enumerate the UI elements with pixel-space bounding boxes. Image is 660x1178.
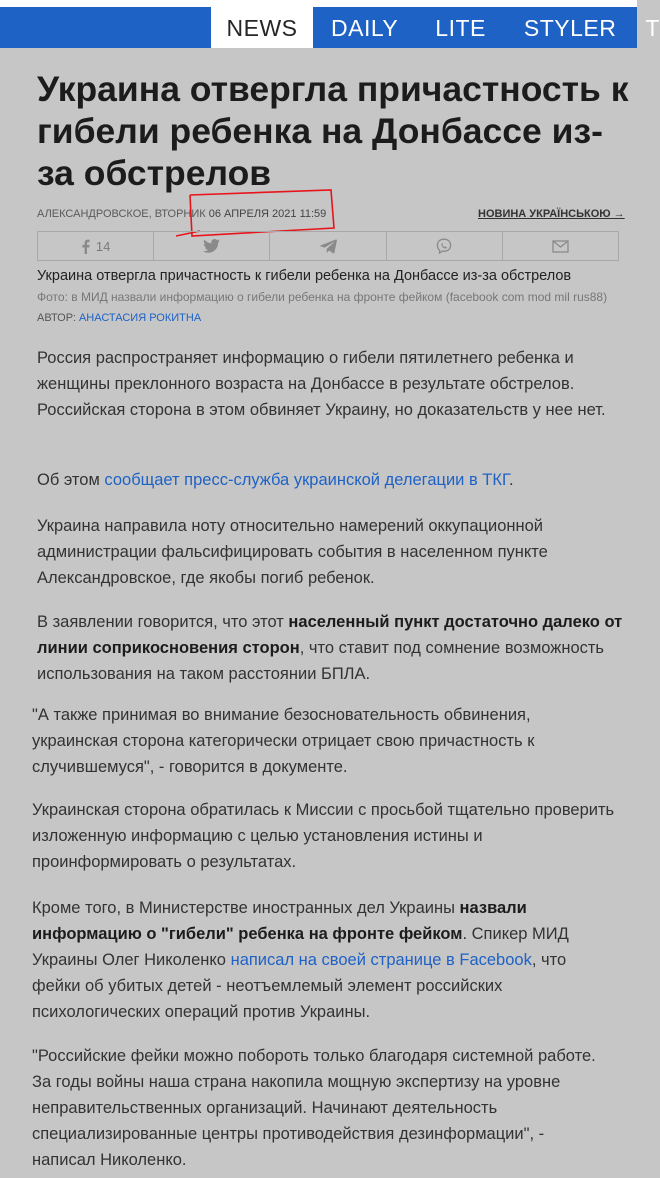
paragraph-7 bbox=[32, 895, 597, 1025]
tkg-press-link[interactable]: сообщает пресс-служба украинской делегации в ТКГ bbox=[104, 471, 509, 489]
facebook-share-count: 14 bbox=[95, 238, 111, 254]
facebook-icon bbox=[81, 239, 90, 254]
paragraph-4-end: , что ставит под сомнение возможность использования на таком расстоянии БПЛА. bbox=[37, 639, 605, 683]
paragraph-7-mid: . Спикер МИД Украины Олег Николенко bbox=[32, 925, 569, 969]
share-bar bbox=[37, 231, 619, 261]
tab-styler[interactable]: STYLER bbox=[523, 15, 617, 41]
photo-caption: Украина отвергла причастность к гибели ребенка на Донбассе из-за обстрелов bbox=[37, 268, 572, 284]
paragraph-3: Украина направила ноту относительно намерений оккупационной администрации фальсифицировать события в населенном пункте Александровское, где якобы погиб ребенок. bbox=[37, 517, 548, 587]
article-place: АЛЕКСАНДРОВСКОЕ, ВТОРНИК bbox=[37, 208, 206, 220]
tab-lite[interactable]: LITE bbox=[435, 15, 486, 41]
top-strip bbox=[0, 0, 637, 7]
author-name-link[interactable]: АНАСТАСИЯ РОКИТНА bbox=[78, 312, 202, 324]
author-label: АВТОР: bbox=[37, 312, 76, 324]
paragraph-2-text: Об этом bbox=[37, 471, 105, 489]
top-navigation-bar bbox=[0, 0, 660, 48]
article-author bbox=[37, 312, 201, 324]
paragraph-7-bold: назвали информацию о "гибели" ребенка на фронте фейком bbox=[32, 899, 527, 943]
share-viber-button[interactable] bbox=[386, 232, 502, 260]
article-meta bbox=[37, 208, 326, 220]
paragraph-5-quote: "А также принимая во внимание безосновательность обвинения, украинская сторона категорически отрицает свою причастность к случившемуся", - говорится в документе. bbox=[32, 706, 535, 776]
share-telegram-button[interactable] bbox=[269, 232, 385, 260]
share-twitter-button[interactable] bbox=[153, 232, 269, 260]
tab-news[interactable]: NEWS bbox=[211, 7, 313, 48]
paragraph-4-bold: населенный пункт достаточно далеко от линии соприкосновения сторон bbox=[37, 613, 623, 657]
paragraph-6: Украинская сторона обратилась к Миссии с просьбой тщательно проверить изложенную информацию с целью установления истины и проинформировать о результатах. bbox=[32, 801, 615, 871]
paragraph-1: Россия распространяет информацию о гибели пятилетнего ребенка и женщины преклонного возраста на Донбассе в результате обстрелов. Российская сторона в этом обвиняет Украину, но доказательств у нее нет. bbox=[37, 349, 606, 419]
photo-credit: Фото: в МИД назвали информацию о гибели ребенка на фронте фейком (facebook com mod mil rus88) bbox=[37, 290, 608, 304]
paragraph-8-quote: "Российские фейки можно побороть только благодаря системной работе. За годы войны наша страна накопила мощную экспертизу на уровне неправительственных организаций. Начинают деятельность специализированные центры противодействия дезинформации", - написал Николенко. bbox=[32, 1047, 596, 1169]
article-date: 06 АПРЕЛЯ 2021 11:59 bbox=[208, 208, 327, 220]
paragraph-7-end: , что фейки об убитых детей - неотъемлемый элемент российских психологических операций против Украины. bbox=[32, 951, 567, 1021]
paragraph-4-text: В заявлении говорится, что этот bbox=[37, 613, 289, 631]
email-icon bbox=[552, 239, 569, 253]
facebook-post-link[interactable]: написал на своей странице в Facebook bbox=[230, 951, 532, 969]
share-email-button[interactable] bbox=[502, 232, 618, 260]
ukrainian-version-link[interactable]: НОВИНА УКРАЇНСЬКОЮ → bbox=[478, 208, 625, 220]
viber-icon bbox=[436, 238, 452, 254]
paragraph-7-text: Кроме того, в Министерстве иностранных дел Украины bbox=[32, 899, 460, 917]
twitter-icon bbox=[203, 239, 220, 253]
paragraph-2 bbox=[37, 467, 627, 493]
tab-daily[interactable]: DAILY bbox=[331, 15, 399, 41]
tab-tochka[interactable]: T bbox=[645, 15, 660, 41]
paragraph-2-end: . bbox=[508, 471, 514, 489]
article-title: Украина отвергла причастность к гибели ребенка на Донбассе из-за обстрелов bbox=[37, 69, 629, 193]
telegram-icon bbox=[320, 239, 337, 253]
paragraph-4 bbox=[37, 609, 627, 687]
site-sections-nav bbox=[211, 7, 660, 48]
share-facebook-button[interactable] bbox=[38, 232, 153, 260]
